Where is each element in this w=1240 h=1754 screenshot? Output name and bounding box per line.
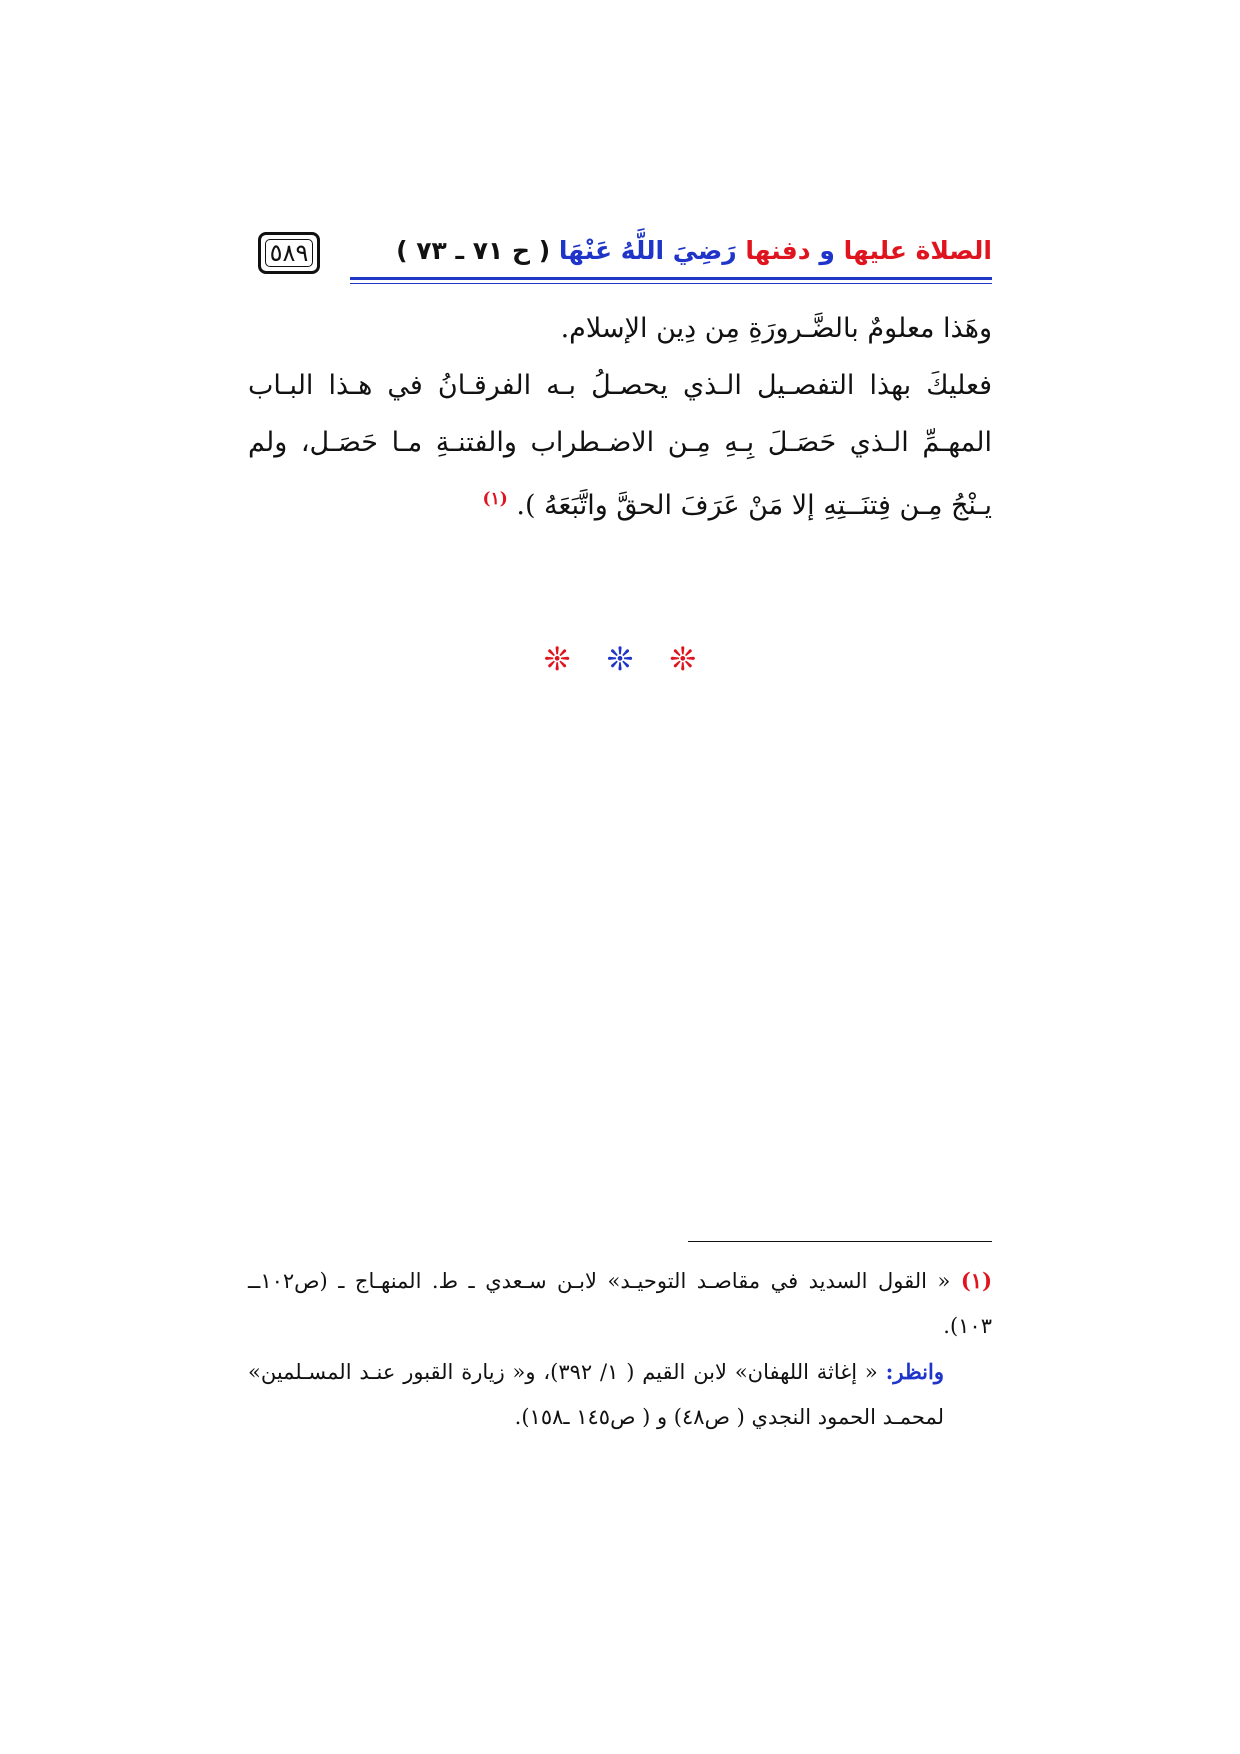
- see-also-label: وانظر:: [885, 1359, 944, 1384]
- header-rule-thin: [350, 283, 992, 284]
- star-ornament-icon: ❊: [606, 640, 634, 678]
- running-head-title-2: دفنها: [745, 236, 811, 265]
- footnote-divider: [688, 1241, 992, 1242]
- paragraph-2-text: فعليكَ بهذا التفصـيل الـذي يحصـلُ بـه الفرقـانُ في هـذا البـاب المهـمِّ الـذي حَصَـلَ بِـهِ مِـن الاضـطراب والفتنـةِ مـا حَصَـل، ولم يـنْجُ مِـن فِتنَــتِهِ إلا مَنْ عَرَفَ الحقَّ واتَّبَعَهُ ).: [248, 370, 992, 521]
- page-number: ٥٨٩: [269, 239, 309, 267]
- running-head-conjunction: و: [810, 236, 844, 265]
- running-head-title-1: الصلاة عليها: [843, 236, 992, 265]
- footnote-number: (١): [960, 1268, 992, 1293]
- star-ornament-icon: ❊: [543, 640, 571, 678]
- footnote-1-continuation: [248, 1349, 992, 1440]
- page-number-box: [258, 232, 320, 274]
- main-text: [248, 300, 992, 534]
- star-ornament-icon: ❊: [669, 640, 697, 678]
- footnote-1: [248, 1258, 992, 1349]
- footnote-1-text: « القول السديد في مقاصـد التوحيـد» لابـن سـعدي ـ ط. المنهـاج ـ (ص١٠٢ــ ١٠٣).: [248, 1269, 992, 1338]
- see-also-text: « إغاثة اللهفان» لابن القيم ( ١/ ٣٩٢)، و« زيارة القبور عنـد المسـلمين» لمحمـد الحمود النجدي ( ص٤٨) و ( ص١٤٥ ـ١٥٨).: [248, 1360, 944, 1429]
- section-separator: [0, 640, 1240, 678]
- paragraph-1: وهَذا معلومٌ بالضَّـرورَةِ مِن دِين الإسلام.: [560, 313, 992, 344]
- header-rule-thick: [350, 277, 992, 280]
- running-head-honorific: رَضِيَ اللَّهُ عَنْهَا: [550, 236, 746, 265]
- running-head-reference: ( ح ٧١ ـ ٧٣ ): [396, 236, 551, 265]
- paragraph-2: [248, 357, 992, 534]
- footnotes: [248, 1258, 992, 1440]
- footnote-reference[interactable]: (١): [482, 489, 508, 509]
- running-head: [396, 236, 992, 265]
